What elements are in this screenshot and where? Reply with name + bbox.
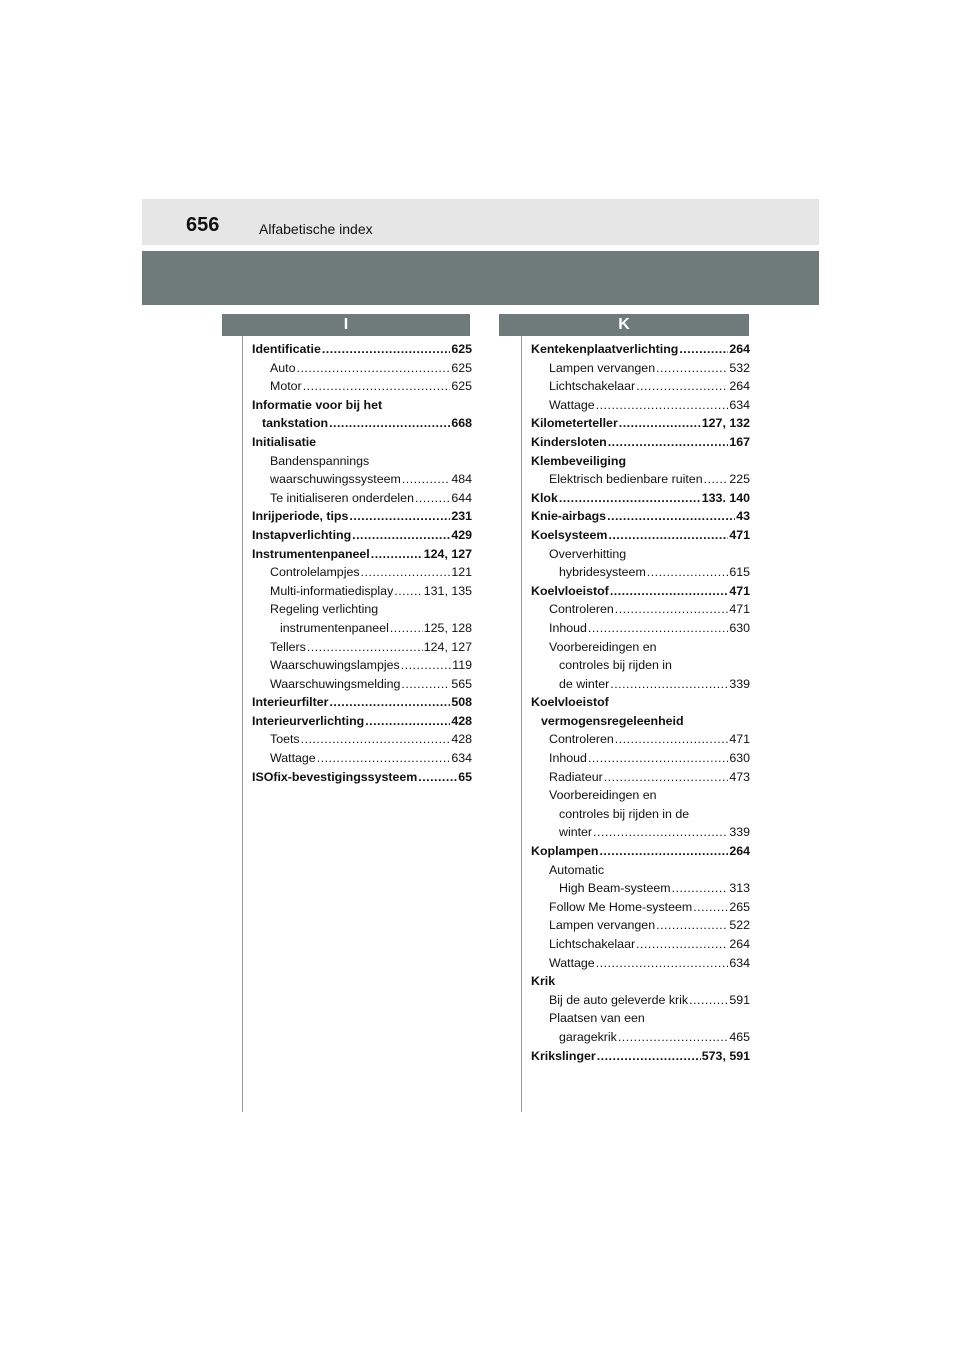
entry-page: 127, 132 [701,416,750,431]
index-entry [531,991,750,1010]
dot-leader [596,954,729,973]
entry-page: 428 [451,713,472,728]
index-entry [531,730,750,749]
entry-text: Controlelampjes [270,565,360,580]
dot-leader [615,730,729,749]
index-entry [531,582,750,601]
entry-text: instrumentenpaneel [280,620,389,635]
entry-text: ISOfix-bevestigingssysteem [252,769,418,784]
entry-text: High Beam-systeem [559,881,671,896]
dot-leader [322,340,450,359]
entry-page: 339 [729,825,750,840]
index-entry [252,359,472,378]
dot-leader [593,823,728,842]
entry-page: 121 [451,565,472,580]
dot-leader [597,1047,701,1066]
entry-page: 465 [729,1029,750,1044]
dot-leader [647,563,729,582]
index-heading [531,786,750,805]
index-heading [531,452,750,471]
index-entry [252,414,472,433]
dot-leader [689,991,728,1010]
entry-text: Waarschuwingsmelding [270,676,401,691]
index-entry [531,916,750,935]
entry-text: Waarschuwingslampjes [270,658,400,673]
entry-text: Kentekenplaatverlichting [531,342,679,356]
letter-heading-k: K [499,314,749,336]
index-heading [531,972,750,991]
entry-page: 522 [729,918,750,933]
entry-page: 625 [451,379,472,394]
dot-leader [618,1028,728,1047]
entry-text: Inhoud [549,620,587,635]
index-entry [531,396,750,415]
index-entry [252,768,472,787]
index-entry [531,935,750,954]
entry-page: 532 [729,360,750,375]
index-entry [531,414,750,433]
entry-page: 231 [451,509,472,524]
dot-leader [588,749,728,768]
dot-leader [636,377,728,396]
entry-text: Follow Me Home-systeem [549,899,693,914]
dot-leader [401,675,450,694]
index-entry [252,712,472,731]
dot-leader [390,619,423,638]
entry-text: Wattage [549,955,595,970]
index-entry [531,1047,750,1066]
dot-leader [329,693,450,712]
index-entry [531,600,750,619]
entry-text: Bij de auto geleverde krik [549,992,689,1007]
entry-text: Controleren [549,732,614,747]
dot-leader [693,898,728,917]
entry-text: Knie-airbags [531,509,607,524]
entry-text: Voorbereidingen en [549,639,657,654]
dot-leader [704,470,729,489]
entry-text: Koelsysteem [531,527,608,542]
entry-page: 668 [451,416,472,431]
dot-leader [608,433,729,452]
entry-page: 625 [451,342,472,356]
index-heading [252,452,472,471]
entry-text: controles bij rijden in de [559,806,690,821]
entry-page: 339 [729,676,750,691]
entry-page: 625 [451,360,472,375]
dot-leader [415,489,450,508]
dot-leader [352,526,450,545]
index-entry [531,619,750,638]
entry-text: tankstation [262,416,329,431]
index-heading [252,433,472,452]
entry-text: Bandenspannings [270,453,370,468]
index-entry [531,526,750,545]
dot-leader [317,749,451,768]
index-entry [531,749,750,768]
entry-page: 125, 128 [423,620,472,635]
entry-text: Voorbereidingen en [549,788,657,803]
dot-leader [610,582,729,601]
entry-text: Elektrisch bedienbare ruiten [549,472,703,487]
entry-text: Krikslinger [531,1048,596,1063]
dot-leader [301,730,451,749]
index-entry [252,619,472,638]
index-entry [531,823,750,842]
dot-leader [656,359,728,378]
entry-page: 264 [729,342,750,356]
entry-text: vermogensregeleenheid [541,713,684,728]
index-entry [252,693,472,712]
dot-leader [297,359,451,378]
dot-leader [656,916,728,935]
entry-page: 225 [729,472,750,487]
dot-leader [361,563,451,582]
entry-page: 644 [451,490,472,505]
index-heading [531,805,750,824]
entry-text: waarschuwingssysteem [270,472,401,487]
index-entry [252,656,472,675]
entry-page: 313 [729,881,750,896]
index-entry [531,433,750,452]
entry-text: Tellers [270,639,306,654]
entry-text: Lampen vervangen [549,360,656,375]
entry-page: 167 [729,434,750,449]
entry-page: 634 [729,955,750,970]
entry-page: 565 [451,676,472,691]
dot-leader [365,712,450,731]
entry-text: Krik [531,974,556,989]
index-entry [531,954,750,973]
index-entry [252,489,472,508]
entry-text: Koelvloeistof [531,583,609,598]
entry-text: Klok [531,490,558,505]
index-heading [531,545,750,564]
entry-text: Te initialiseren onderdelen [270,490,414,505]
entry-text: Lichtschakelaar [549,937,636,951]
index-entry [252,563,472,582]
index-heading [531,638,750,657]
entry-page: 471 [729,732,750,747]
index-entry [531,489,750,508]
entry-page: 124, 127 [423,546,472,561]
index-entry [252,749,472,768]
entry-page: 124, 127 [423,639,472,654]
index-entry [252,507,472,526]
entry-text: Kilometerteller [531,416,618,431]
entry-text: Interieurverlichting [252,713,365,728]
dot-leader [610,675,728,694]
entry-page: 131, 135 [423,583,472,598]
dot-leader [303,377,451,396]
dot-leader [619,414,701,433]
column-rule [242,336,243,1112]
index-entry [531,898,750,917]
entry-page: 473 [729,769,750,784]
entry-text: Lampen vervangen [549,918,656,933]
dot-leader [307,638,423,657]
entry-page: 471 [729,527,750,542]
entry-text: Klembeveiliging [531,453,627,468]
entry-page: 264 [729,937,750,951]
entry-page: 508 [451,695,472,710]
dot-leader [596,396,729,415]
dot-leader [608,526,728,545]
dot-leader [559,489,701,508]
index-entry [252,545,472,564]
entry-page: 471 [729,602,750,617]
index-heading [252,600,472,619]
dot-leader [418,768,457,787]
entry-text: Wattage [549,397,595,412]
header-bar [142,199,819,245]
entry-page: 573, 591 [701,1048,750,1063]
entry-text: Identificatie [252,342,321,356]
entry-text: Kindersloten [531,434,607,449]
dot-leader [402,470,450,489]
index-entry [531,340,750,359]
index-entry [252,470,472,489]
entry-page: 43 [736,509,750,524]
entry-page: 265 [729,899,750,914]
entry-page: 428 [451,732,472,747]
entry-text: Instrumentenpaneel [252,546,370,561]
index-column-i [252,340,472,786]
entry-text: Motor [270,379,302,394]
entry-text: Informatie voor bij het [252,397,383,412]
index-entry [252,526,472,545]
entry-page: 119 [452,658,472,673]
dot-leader [329,414,450,433]
entry-page: 264 [729,379,750,394]
dot-leader [679,340,728,359]
entry-text: hybridesysteem [559,565,646,580]
column-rule [521,336,522,1112]
header-band [142,251,819,305]
page-number: 656 [186,214,220,236]
entry-text: garagekrik [559,1029,617,1044]
index-entry [531,842,750,861]
index-entry [252,340,472,359]
index-entry [531,377,750,396]
entry-page: 630 [729,751,750,766]
entry-text: Koelvloeistof [531,695,609,710]
index-entry [531,1028,750,1047]
entry-text: Inhoud [549,751,587,766]
index-column-k [531,340,750,1065]
index-heading [531,693,750,712]
index-entry [252,675,472,694]
entry-page: 615 [729,565,750,580]
entry-text: Instapverlichting [252,527,352,542]
entry-text: Wattage [270,751,316,766]
entry-page: 591 [729,992,750,1007]
entry-page: 634 [729,397,750,412]
dot-leader [588,619,728,638]
letter-heading-i: I [222,314,470,336]
entry-page: 65 [458,769,472,784]
dot-leader [607,507,735,526]
entry-text: de winter [559,676,610,691]
entry-text: Koplampen [531,844,599,859]
entry-text: Automatic [549,862,605,877]
entry-text: Interieurfilter [252,695,329,710]
index-entry [531,879,750,898]
index-heading [252,396,472,415]
dot-leader [672,879,729,898]
index-entry [531,768,750,787]
index-entry [531,675,750,694]
index-entry [252,730,472,749]
dot-leader [599,842,728,861]
index-entry [252,582,472,601]
entry-text: Initialisatie [252,434,317,449]
index-heading [531,656,750,675]
dot-leader [604,768,729,787]
index-entry [531,359,750,378]
entry-text: winter [559,825,593,840]
dot-leader [401,656,452,675]
dot-leader [349,507,450,526]
entry-text: Regeling verlichting [270,602,379,617]
dot-leader [636,935,728,954]
entry-page: 264 [729,844,750,859]
entry-text: Toets [270,732,300,747]
dot-leader [394,582,423,601]
entry-text: Plaatsen van een [549,1011,645,1026]
entry-text: Controleren [549,602,614,617]
index-heading [531,861,750,880]
dot-leader [371,545,423,564]
entry-page: 634 [451,751,472,766]
index-entry [252,638,472,657]
index-heading [531,1009,750,1028]
index-entry [531,563,750,582]
entry-page: 484 [451,472,472,487]
entry-text: Lichtschakelaar [549,379,636,394]
entry-text: Radiateur [549,769,603,784]
index-heading [531,712,750,731]
section-title: Alfabetische index [259,221,373,237]
entry-page: 471 [729,583,750,598]
entry-page: 429 [451,527,472,542]
entry-text: Oververhitting [549,546,627,561]
entry-page: 630 [729,620,750,635]
entry-page: 133. 140 [701,490,750,505]
entry-text: Auto [270,360,296,375]
index-entry [252,377,472,396]
entry-text: Multi-informatiedisplay [270,583,394,598]
dot-leader [615,600,729,619]
index-entry [531,507,750,526]
entry-text: Inrijperiode, tips [252,509,349,524]
index-entry [531,470,750,489]
entry-text: controles bij rijden in [559,658,672,673]
